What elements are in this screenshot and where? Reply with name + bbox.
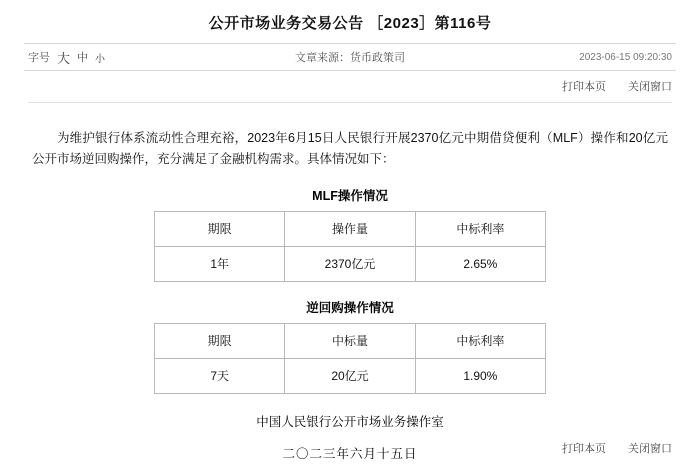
print-page-link-top[interactable]: 打印本页 bbox=[562, 81, 606, 93]
close-window-link-top[interactable]: 关闭窗口 bbox=[628, 81, 672, 93]
font-size-label: 字号 bbox=[28, 52, 50, 64]
header-divider bbox=[28, 102, 672, 103]
table-header-row bbox=[155, 323, 546, 358]
font-size-medium-button[interactable]: 中 bbox=[77, 52, 89, 64]
publish-timestamp: 2023-06-15 09:20:30 bbox=[579, 51, 672, 63]
table-row bbox=[155, 246, 546, 281]
body-paragraph: 为维护银行体系流动性合理充裕，2023年6月15日人民银行开展2370亿元中期借贷便利（MLF）操作和20亿元公开市场逆回购操作，充分满足了金融机构需求。具体情况如下： bbox=[32, 130, 668, 166]
close-window-link-bottom[interactable]: 关闭窗口 bbox=[628, 443, 672, 455]
tool-row-bottom bbox=[562, 440, 672, 456]
mlf-table bbox=[154, 211, 546, 282]
repo-header-term: 期限 bbox=[155, 323, 285, 358]
mlf-table-title: MLF操作情况 bbox=[312, 188, 388, 203]
tool-row-top bbox=[24, 71, 676, 94]
print-page-link-bottom[interactable]: 打印本页 bbox=[562, 443, 606, 455]
repo-value-term: 7天 bbox=[155, 358, 285, 393]
page-title: 公开市场业务交易公告 ［2023］第116号 bbox=[208, 15, 492, 32]
font-size-control bbox=[28, 48, 228, 67]
mlf-value-rate: 2.65% bbox=[415, 246, 545, 281]
repo-value-rate: 1.90% bbox=[415, 358, 545, 393]
mlf-value-volume: 2370亿元 bbox=[285, 246, 415, 281]
article-source-label: 文章来源： bbox=[295, 52, 350, 64]
meta-bar bbox=[24, 43, 676, 71]
reverse-repo-table-title: 逆回购操作情况 bbox=[306, 300, 394, 315]
font-size-large-button[interactable]: 大 bbox=[57, 50, 71, 66]
mlf-header-term: 期限 bbox=[155, 211, 285, 246]
table-row bbox=[155, 358, 546, 393]
font-size-small-button[interactable]: 小 bbox=[95, 53, 106, 65]
reverse-repo-table bbox=[154, 323, 546, 394]
mlf-header-volume: 操作量 bbox=[285, 211, 415, 246]
mlf-value-term: 1年 bbox=[155, 246, 285, 281]
repo-header-volume: 中标量 bbox=[285, 323, 415, 358]
repo-header-rate: 中标利率 bbox=[415, 323, 545, 358]
table-header-row bbox=[155, 211, 546, 246]
article-source-value: 货币政策司 bbox=[350, 52, 405, 64]
mlf-header-rate: 中标利率 bbox=[415, 211, 545, 246]
signature-date: 二〇二三年六月十五日 bbox=[282, 446, 418, 461]
signature-organization: 中国人民银行公开市场业务操作室 bbox=[256, 414, 444, 429]
article-source bbox=[228, 49, 472, 65]
repo-value-volume: 20亿元 bbox=[285, 358, 415, 393]
